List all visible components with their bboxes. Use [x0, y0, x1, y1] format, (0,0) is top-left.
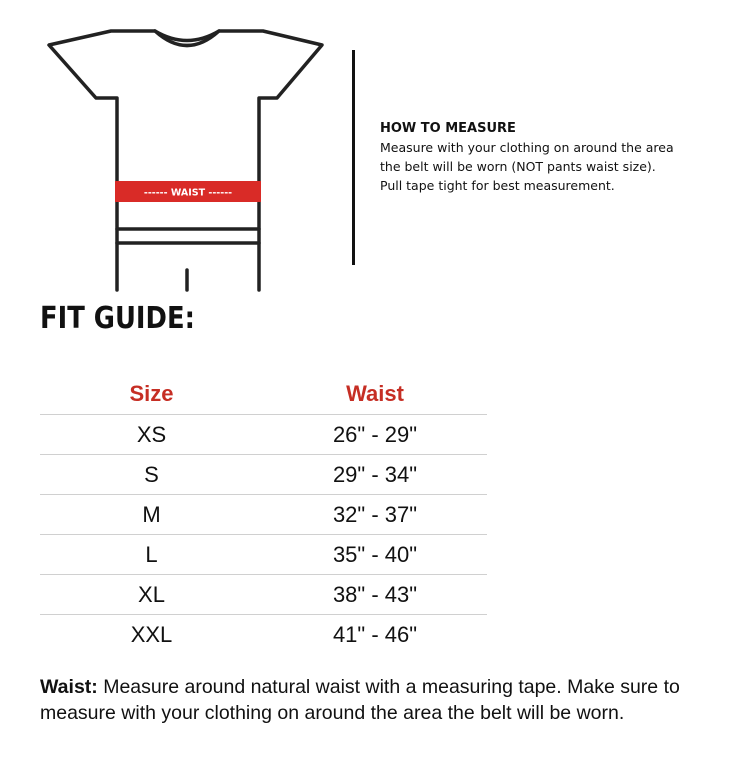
waist-cell: 29" - 34" — [263, 455, 487, 495]
how-to-measure-line: the belt will be worn (NOT pants waist size). — [380, 159, 656, 174]
waist-cell: 32" - 37" — [263, 495, 487, 535]
table-header-row — [40, 374, 487, 415]
how-to-measure-box — [380, 119, 720, 195]
table-row — [40, 615, 487, 655]
size-cell: XXL — [130, 621, 173, 647]
waist-note-text: Measure around natural waist with a measuring tape. Make sure to measure with your clothing on around the area the belt will be worn. — [40, 676, 680, 724]
size-cell: L — [40, 535, 263, 575]
table-row — [40, 415, 487, 455]
how-to-measure-title: HOW TO MEASURE — [380, 121, 516, 136]
table-row — [40, 495, 487, 535]
size-cell: XL — [40, 575, 263, 615]
fit-guide-title: FIT GUIDE: — [40, 301, 195, 336]
waist-band-label: ------ WAIST ------ — [143, 187, 233, 199]
table-row — [40, 575, 487, 615]
table-row — [40, 455, 487, 495]
waist-note-label: Waist: — [40, 676, 98, 698]
waist-cell: 35" - 40" — [263, 535, 487, 575]
waist-cell: 41" - 46" — [332, 621, 418, 647]
how-to-measure-line: Measure with your clothing on around the area — [380, 140, 674, 155]
size-chart-table — [40, 374, 487, 654]
waist-column-header: Waist — [263, 374, 487, 415]
waist-cell: 38" - 43" — [263, 575, 487, 615]
size-cell: M — [40, 495, 263, 535]
how-to-measure-line: Pull tape tight for best measurement. — [380, 178, 615, 193]
waist-note — [40, 674, 730, 726]
table-row — [40, 535, 487, 575]
tshirt-waist-illustration — [0, 0, 340, 295]
tshirt-outline — [49, 31, 322, 290]
waist-cell: 26" - 29" — [263, 415, 487, 455]
size-cell: S — [40, 455, 263, 495]
size-column-header: Size — [40, 374, 263, 415]
vertical-divider — [352, 50, 355, 265]
size-cell: XS — [40, 415, 263, 455]
